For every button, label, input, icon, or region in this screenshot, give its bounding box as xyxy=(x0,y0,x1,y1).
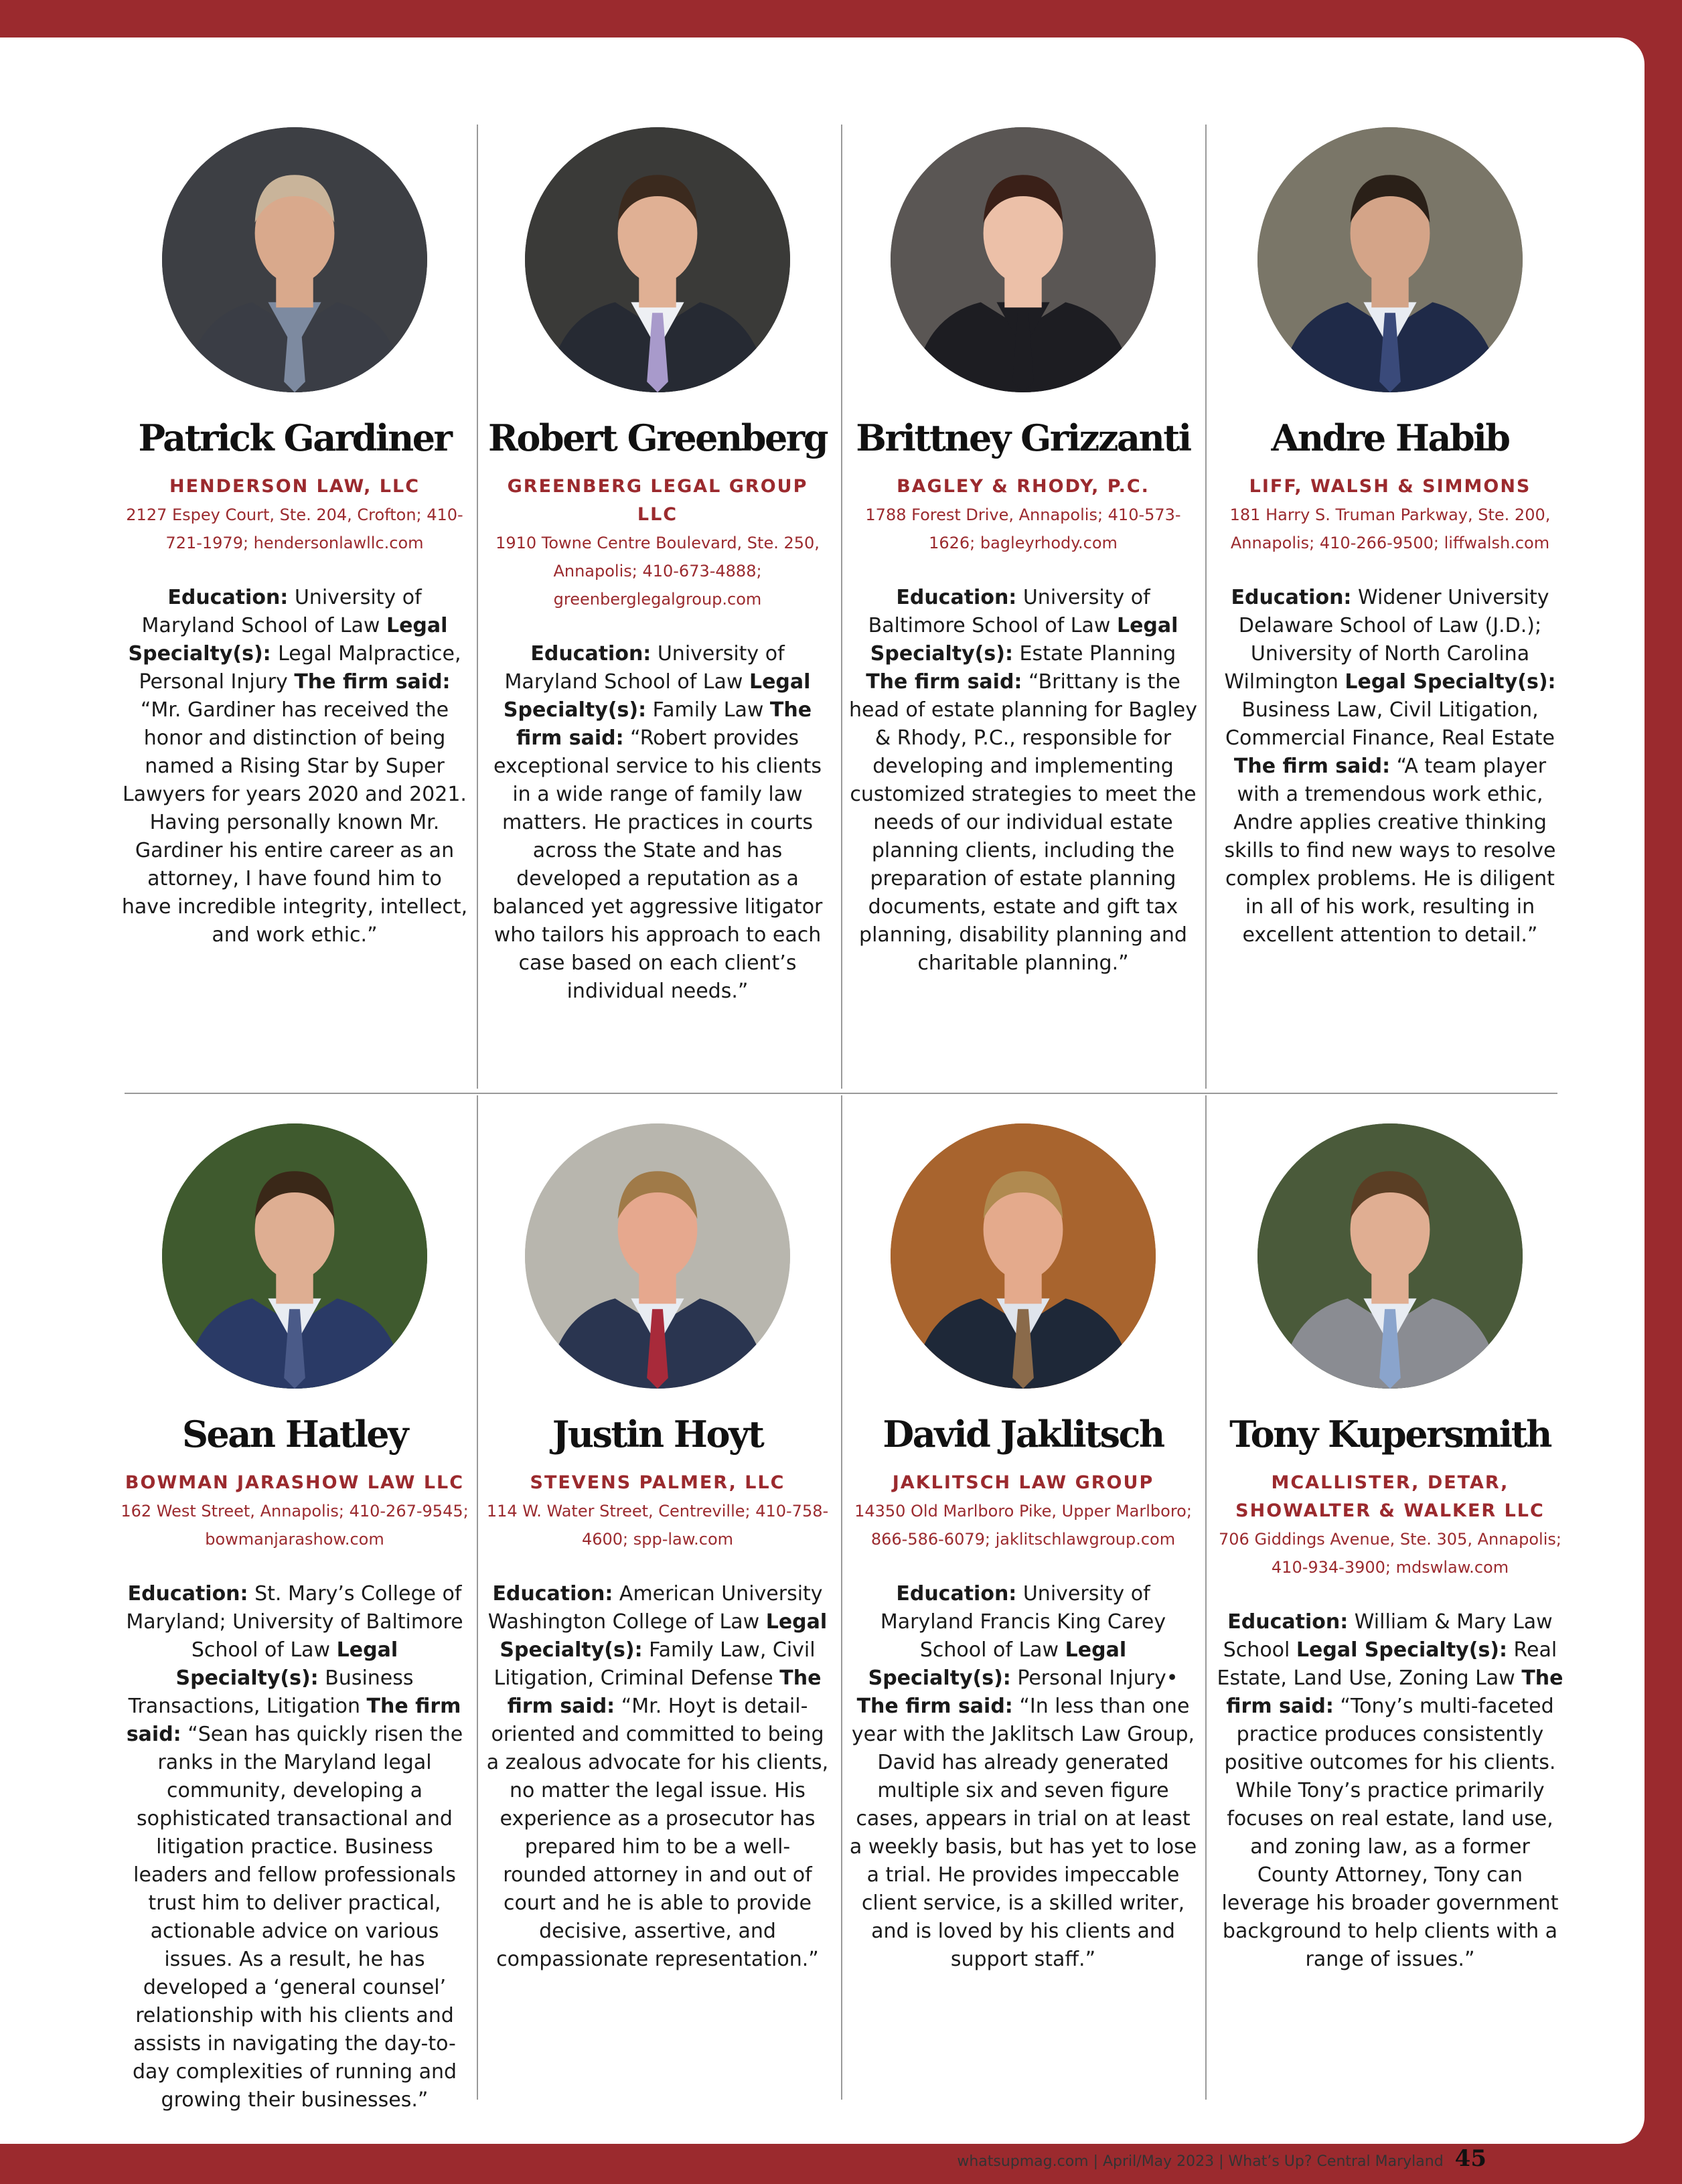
education-label: Education: xyxy=(896,1582,1017,1606)
specialty-label: Legal Specialty(s): xyxy=(503,670,811,722)
firm-name: GREENBERG LEGAL GROUP LLC xyxy=(507,476,808,525)
page-number: 45 xyxy=(1454,2145,1486,2172)
attorney-bio xyxy=(121,1580,469,2114)
education-label: Education: xyxy=(1231,586,1352,609)
row-divider xyxy=(125,1093,1557,1094)
attorney-bio xyxy=(483,640,832,1006)
firm-address: 1910 Towne Centre Boulevard, Ste. 250, Annapolis; 410-673-4888; greenberglegalgroup.com xyxy=(495,534,820,609)
firm-address: 706 Giddings Avenue, Ste. 305, Annapolis; 410-934-3900; mdswlaw.com xyxy=(1219,1530,1561,1577)
specialty-text: Legal Malpractice, Personal Injury xyxy=(139,642,461,694)
specialty-text: Estate Planning xyxy=(1012,642,1176,666)
firm-address: 1788 Forest Drive, Annapolis; 410-573-1626; bagleyrhody.com xyxy=(865,505,1181,552)
attorney-bio xyxy=(849,584,1197,978)
firm-address: 2127 Espey Court, Ste. 204, Crofton; 410-721-1979; hendersonlawllc.com xyxy=(126,505,463,552)
firm-name: HENDERSON LAW, LLC xyxy=(169,476,420,497)
education-text: University of Baltimore School of Law xyxy=(868,586,1150,637)
portrait-photo xyxy=(891,127,1156,392)
firm-said-label: The firm said: xyxy=(507,1666,822,1718)
firm-address: 114 W. Water Street, Centreville; 410-758-4600; spp-law.com xyxy=(486,1502,829,1549)
portrait-photo xyxy=(162,1123,427,1389)
column-divider xyxy=(841,125,842,1089)
education-label: Education: xyxy=(492,1582,613,1606)
firm-quote: “Brittany is the head of estate planning for Bagley & Rhody, P.C., responsible for developing and implementing customized strategies to meet the needs of our individual estate planning clients, including the preparation of estate planning documents, estate and gift tax planning, disability planning and charitable planning.” xyxy=(849,670,1197,975)
firm-address: 181 Harry S. Truman Parkway, Ste. 200, Annapolis; 410-266-9500; liffwalsh.com xyxy=(1229,505,1551,552)
firm-name: BOWMAN JARASHOW LAW LLC xyxy=(125,1472,465,1493)
education-label: Education: xyxy=(1227,1610,1349,1634)
attorney-bio xyxy=(1216,584,1564,949)
firm-said-label: The firm said: xyxy=(126,1695,461,1746)
education-text: University of Maryland Francis King Carey School of Law xyxy=(880,1582,1166,1662)
specialty-text: Business Law, Civil Litigation, Commercial Finance, Real Estate xyxy=(1225,698,1555,750)
firm-said-label: The firm said: xyxy=(1233,755,1391,778)
specialty-label: Legal Specialty(s): xyxy=(1345,670,1556,694)
portrait-illustration xyxy=(1257,127,1523,392)
portrait-photo xyxy=(1257,1123,1523,1389)
portrait-illustration xyxy=(162,127,427,392)
portrait-illustration xyxy=(162,1123,427,1389)
firm-quote: “Mr. Gardiner has received the honor and distinction of being named a Rising Star by Super Lawyers for years 2020 and 2021. Having personally known Mr. Gardiner his entire career as an attorney, I have found him to have incredible integrity, intellect, and work ethic.” xyxy=(121,698,468,947)
attorney-bio xyxy=(483,1580,832,1974)
education-text: University of Maryland School of Law xyxy=(504,642,785,694)
attorney-bio xyxy=(1216,1608,1564,1974)
specialty-text: Business Transactions, Litigation xyxy=(128,1666,414,1718)
column-divider xyxy=(477,125,478,1089)
firm-said-label: The firm said: xyxy=(856,1695,1013,1718)
profile-card xyxy=(849,127,1197,978)
attorney-name: Sean Hatley xyxy=(181,1413,408,1456)
firm-quote: “Mr. Hoyt is detail-oriented and committed to being a zealous advocate for his clients, no matter the legal issue. His experience as a prosecutor has prepared him to be a well-rounded attorney in and out of court and he is able to provide decisive, assertive, and compassionate representation.” xyxy=(486,1695,829,1971)
firm-said-label: The firm said: xyxy=(294,670,451,694)
education-label: Education: xyxy=(127,1582,248,1606)
education-label: Education: xyxy=(167,586,289,609)
firm-name: MCALLISTER, DETAR, SHOWALTER & WALKER LLC xyxy=(1235,1472,1545,1521)
attorney-name: Tony Kupersmith xyxy=(1229,1413,1551,1456)
attorney-name: Robert Greenberg xyxy=(487,416,828,459)
attorney-name: Patrick Gardiner xyxy=(138,416,451,459)
attorney-name: Andre Habib xyxy=(1271,416,1509,459)
firm-said-label: The firm said: xyxy=(1226,1666,1563,1718)
attorney-bio xyxy=(849,1580,1197,1974)
column-divider xyxy=(1205,1095,1207,2100)
education-text: St. Mary’s College of Maryland; University of Baltimore School of Law xyxy=(126,1582,463,1662)
portrait-photo xyxy=(891,1123,1156,1389)
education-text: Widener University Delaware School of Law (J.D.); University of North Carolina Wilmington xyxy=(1224,586,1549,694)
profile-card xyxy=(849,1123,1197,1974)
profile-card xyxy=(483,1123,832,1974)
firm-said-label: The firm said: xyxy=(516,698,812,750)
column-divider xyxy=(477,1095,478,2100)
portrait-illustration xyxy=(891,1123,1156,1389)
firm-quote: “In less than one year with the Jaklitsch Law Group, David has already generated multiple six and seven figure cases, appears in trial on at least a weekly basis, but has yet to lose a trial. He provides impeccable client service, is a skilled writer, and is loved by his clients and support staff.” xyxy=(849,1695,1197,1971)
education-text: American University Washington College of Law xyxy=(487,1582,823,1634)
column-divider xyxy=(1205,125,1207,1089)
firm-name: STEVENS PALMER, LLC xyxy=(530,1472,785,1493)
specialty-label: Legal Specialty(s): xyxy=(868,1638,1127,1690)
profile-card xyxy=(121,127,469,949)
education-label: Education: xyxy=(530,642,652,666)
firm-said-label: The firm said: xyxy=(866,670,1022,694)
firm-quote: “Tony’s multi-faceted practice produces consistently positive outcomes for his clients. While Tony’s practice primarily focuses on real estate, land use, and zoning law, as a former County Attorney, Tony can leverage his broader government background to help clients with a range of issues.” xyxy=(1221,1695,1559,1971)
profile-card xyxy=(483,127,832,1006)
portrait-photo xyxy=(525,127,790,392)
attorney-name: David Jaklitsch xyxy=(883,1413,1164,1456)
education-text: University of Maryland School of Law xyxy=(141,586,422,637)
firm-address: 162 West Street, Annapolis; 410-267-9545; bowmanjarashow.com xyxy=(121,1502,469,1549)
portrait-illustration xyxy=(525,1123,790,1389)
specialty-text: Real Estate, Land Use, Zoning Law xyxy=(1217,1638,1557,1690)
specialty-label: Legal Specialty(s): xyxy=(870,614,1178,666)
specialty-label: Legal Specialty(s): xyxy=(1296,1638,1508,1662)
magazine-page xyxy=(0,37,1645,2172)
portrait-photo xyxy=(162,127,427,392)
firm-quote: “A team player with a tremendous work ethic, Andre applies creative thinking skills to find new ways to resolve complex problems. He is diligent in all of his work, resulting in excellent attention to detail.” xyxy=(1224,755,1556,947)
firm-name: BAGLEY & RHODY, P.C. xyxy=(897,476,1150,497)
education-label: Education: xyxy=(896,586,1017,609)
profile-card xyxy=(1216,127,1564,949)
attorney-name: Brittney Grizzanti xyxy=(856,416,1191,459)
specialty-text: Family Law xyxy=(646,698,770,722)
specialty-text: Personal Injury• xyxy=(1010,1666,1178,1690)
education-text: William & Mary Law School xyxy=(1223,1610,1553,1662)
portrait-illustration xyxy=(525,127,790,392)
attorney-name: Justin Hoyt xyxy=(552,1413,763,1456)
column-divider xyxy=(841,1095,842,2100)
page-footer xyxy=(957,2145,1486,2172)
specialty-label: Legal Specialty(s): xyxy=(500,1610,828,1662)
profile-card xyxy=(1216,1123,1564,1974)
footer-text: whatsupmag.com | April/May 2023 | What’s Up? Central Maryland xyxy=(957,2153,1444,2170)
firm-quote: “Sean has quickly risen the ranks in the Maryland legal community, developing a sophisticated transactional and litigation practice. Business leaders and fellow professionals trust him to deliver practical, actionable advice on various issues. As a result, he has developed a ‘general counsel’ relationship with his clients and assists in navigating the day-to-day complexities of running and growing their businesses.” xyxy=(132,1723,463,2112)
firm-quote: “Robert provides exceptional service to his clients in a wide range of family law matters. He practices in courts across the State and has developed a reputation as a balanced yet aggressive litigator who tailors his approach to each case based on each client’s individual needs.” xyxy=(492,726,823,1003)
portrait-illustration xyxy=(891,127,1156,392)
portrait-photo xyxy=(525,1123,790,1389)
specialty-label: Legal Specialty(s): xyxy=(128,614,448,666)
firm-address: 14350 Old Marlboro Pike, Upper Marlboro; 866-586-6079; jaklitschlawgroup.com xyxy=(854,1502,1192,1549)
firm-name: JAKLITSCH LAW GROUP xyxy=(892,1472,1154,1493)
profile-card xyxy=(121,1123,469,2114)
portrait-photo xyxy=(1257,127,1523,392)
specialty-text: Family Law, Civil Litigation, Criminal Defense xyxy=(493,1638,816,1690)
portrait-illustration xyxy=(1257,1123,1523,1389)
firm-name: LIFF, WALSH & SIMMONS xyxy=(1249,476,1531,497)
attorney-bio xyxy=(121,584,469,949)
specialty-label: Legal Specialty(s): xyxy=(175,1638,398,1690)
